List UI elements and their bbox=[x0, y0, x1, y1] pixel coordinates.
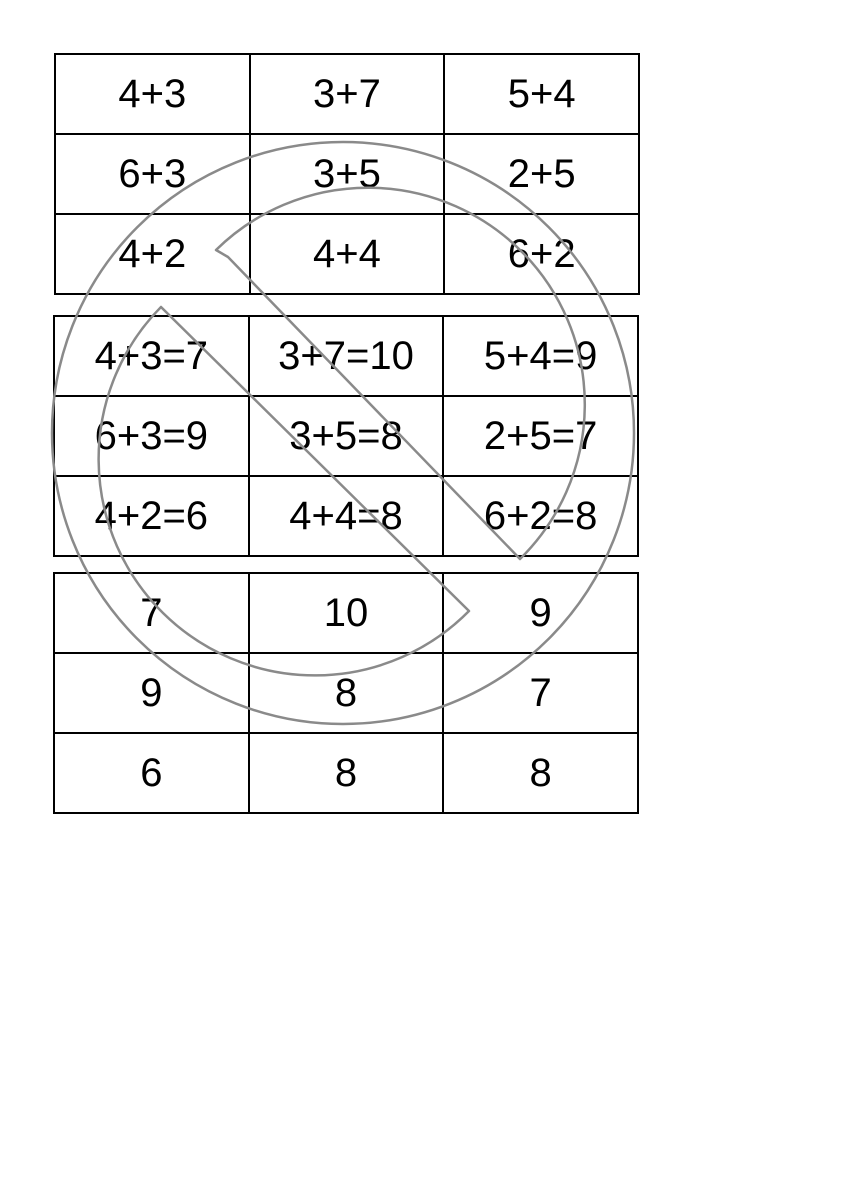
problem-cell: 6+2 bbox=[444, 214, 639, 294]
answer-cell: 9 bbox=[54, 653, 249, 733]
table-row bbox=[54, 733, 638, 813]
solution-cell: 6+2=8 bbox=[443, 476, 638, 556]
solution-cell: 4+3=7 bbox=[54, 316, 249, 396]
answer-cell: 9 bbox=[443, 573, 638, 653]
problem-cell: 5+4 bbox=[444, 54, 639, 134]
solution-cell: 5+4=9 bbox=[443, 316, 638, 396]
answer-cell: 8 bbox=[249, 733, 444, 813]
table-row bbox=[54, 476, 638, 556]
problem-cell: 4+2 bbox=[55, 214, 250, 294]
answer-cell: 10 bbox=[249, 573, 444, 653]
table-row bbox=[55, 134, 639, 214]
answer-cell: 6 bbox=[54, 733, 249, 813]
answer-cell: 7 bbox=[54, 573, 249, 653]
table-row bbox=[54, 316, 638, 396]
problem-cell: 3+7 bbox=[250, 54, 445, 134]
problem-cell: 3+5 bbox=[250, 134, 445, 214]
solution-cell: 4+4=8 bbox=[249, 476, 444, 556]
table-row bbox=[54, 653, 638, 733]
problem-cell: 4+3 bbox=[55, 54, 250, 134]
problem-cell: 2+5 bbox=[444, 134, 639, 214]
solution-cell: 6+3=9 bbox=[54, 396, 249, 476]
table-row bbox=[54, 573, 638, 653]
table-row bbox=[55, 214, 639, 294]
solution-cell: 3+7=10 bbox=[249, 316, 444, 396]
solution-cell: 3+5=8 bbox=[249, 396, 444, 476]
answer-cell: 7 bbox=[443, 653, 638, 733]
solution-cell: 4+2=6 bbox=[54, 476, 249, 556]
problem-cell: 6+3 bbox=[55, 134, 250, 214]
solution-cell: 2+5=7 bbox=[443, 396, 638, 476]
answer-cell: 8 bbox=[443, 733, 638, 813]
table-row bbox=[54, 396, 638, 476]
problems-table bbox=[54, 53, 640, 295]
problem-cell: 4+4 bbox=[250, 214, 445, 294]
table-row bbox=[55, 54, 639, 134]
answers-table bbox=[53, 572, 639, 814]
solutions-table bbox=[53, 315, 639, 557]
answer-cell: 8 bbox=[249, 653, 444, 733]
